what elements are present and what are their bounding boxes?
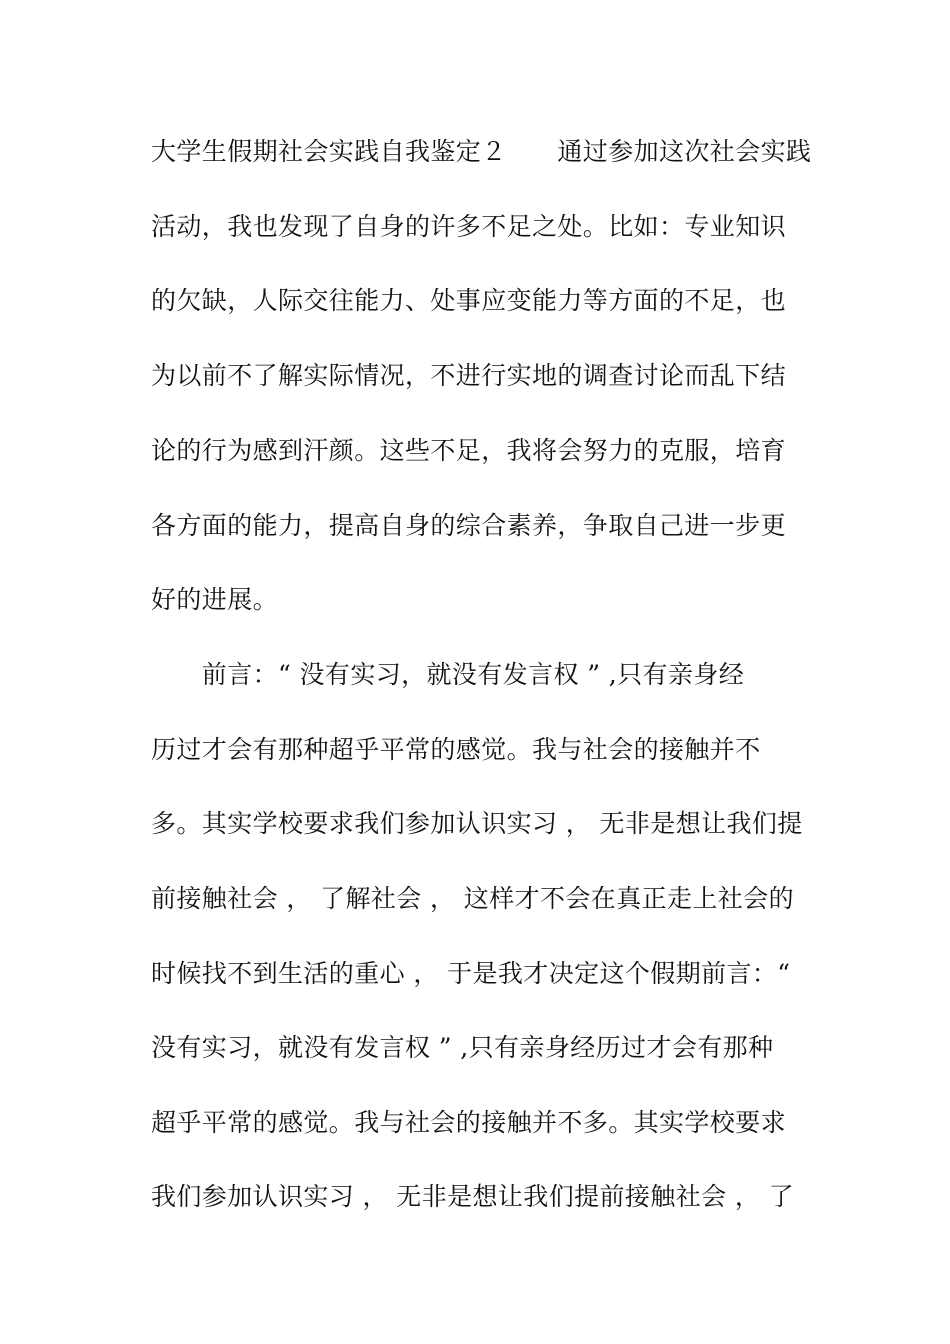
text-line-4: 为以前不了解实际情况，不进行实地的调查讨论而乱下结 <box>151 361 787 390</box>
text-line-15: 我们参加认识实习 ， 无非是想让我们提前接触社会 ， 了 <box>151 1182 794 1211</box>
text-line-10: 多。其实学校要求我们参加认识实习 ， 无非是想让我们提 <box>151 809 803 838</box>
text-line-7: 好的进展。 <box>151 585 279 614</box>
text-line-8: 前言：“ 没有实习，就没有发言权 ” ,只有亲身经 <box>151 660 745 689</box>
text-line-3: 的欠缺，人际交往能力、处事应变能力等方面的不足，也 <box>151 286 787 315</box>
text-line-11: 前接触社会 ， 了解社会 ， 这样才不会在真正走上社会的 <box>151 884 794 913</box>
text-line-12: 时候找不到生活的重心 ， 于是我才决定这个假期前言：“ <box>151 959 791 988</box>
text-line-14: 超乎平常的感觉。我与社会的接触并不多。其实学校要求 <box>151 1108 787 1137</box>
text-line-5: 论的行为感到汗颜。这些不足，我将会努力的克服，培育 <box>151 436 787 465</box>
text-line-1: 大学生假期社会实践自我鉴定２ 通过参加这次社会实践 <box>151 137 812 166</box>
text-line-13: 没有实习，就没有发言权 ” ,只有亲身经历过才会有那种 <box>151 1033 774 1062</box>
text-line-2: 活动，我也发现了自身的许多不足之处。比如：专业知识 <box>151 212 787 241</box>
text-line-9: 历过才会有那种超乎平常的感觉。我与社会的接触并不 <box>151 735 761 764</box>
text-line-6: 各方面的能力，提高自身的综合素养，争取自己进一步更 <box>151 511 787 540</box>
